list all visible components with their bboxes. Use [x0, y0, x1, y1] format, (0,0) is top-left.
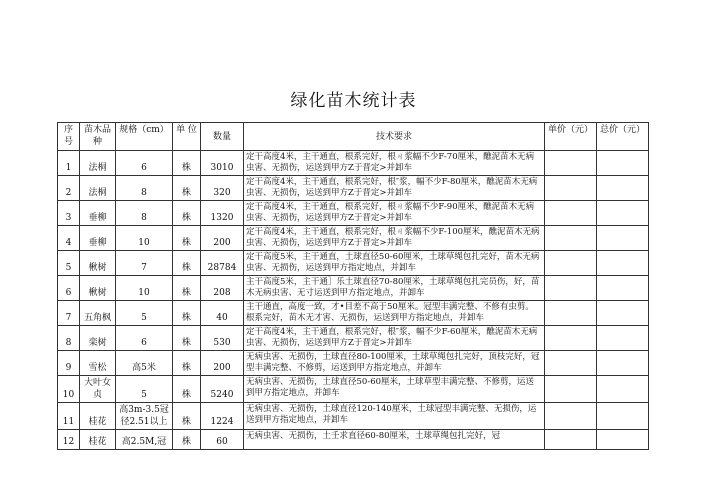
cell-tech: 无病虫害、无损伤，土球直径120-140厘米，土球冠型丰满完整、无损伤，运送到甲方指定地点，并卸车: [244, 403, 545, 430]
header-qty: 数量: [201, 123, 244, 151]
table-row: [58, 226, 649, 251]
cell-name: 桂花: [80, 430, 116, 450]
cell-price: [545, 201, 597, 226]
cell-total: [597, 176, 649, 201]
table-row: [58, 403, 649, 430]
cell-tech: 定干高度4米，主干通直，根系完好，根ㄐ浆幅不少F-90厘米，醮泥苗木无病虫害、无损伤，运送到甲方Z于晋定>并卸车: [244, 201, 545, 226]
cell-seq: 10: [58, 376, 80, 403]
table-row: [58, 276, 649, 301]
cell-spec: 10: [116, 226, 173, 251]
table-row: [58, 176, 649, 201]
cell-total: [597, 201, 649, 226]
cell-price: [545, 403, 597, 430]
table-row: [58, 430, 649, 450]
cell-unit: 株: [173, 351, 201, 376]
cell-name: 垂柳: [80, 201, 116, 226]
cell-total: [597, 326, 649, 351]
cell-price: [545, 351, 597, 376]
cell-name: 法桐: [80, 176, 116, 201]
cell-name: 桂花: [80, 403, 116, 430]
cell-tech: 定干高度4米，主干通直，根系完好，根ㄐ浆幅不少F-70厘米，醮泥苗木无病虫害、无损伤，运送到甲方Z于晋定>并卸车: [244, 151, 545, 176]
table-row: [58, 376, 649, 403]
cell-name: 大叶女贞: [80, 376, 116, 403]
header-spec: 规格（cm）: [116, 123, 173, 151]
cell-tech: 定干高度5米，主干通直，土球直径50-60厘米，土球草绳包扎完好，苗木无病虫害、无损伤，运送到甲方指定地点，并卸车: [244, 251, 545, 276]
cell-seq: 12: [58, 430, 80, 450]
cell-total: [597, 226, 649, 251]
cell-unit: 株: [173, 226, 201, 251]
cell-unit: 株: [173, 301, 201, 326]
cell-tech: 定干高度4米，主干通直，根系完好，根″浆，幅不少F-80厘米，醮泥苗木无病虫害、无损伤，运送到甲方Z于晋定>并卸车: [244, 176, 545, 201]
table-header-row: [58, 123, 649, 151]
cell-spec: 高2.5M,冠: [116, 430, 173, 450]
cell-qty: 40: [201, 301, 244, 326]
cell-name: 楸树: [80, 251, 116, 276]
cell-seq: 7: [58, 301, 80, 326]
header-tech: 技术要求: [244, 123, 545, 151]
table-row: [58, 301, 649, 326]
cell-price: [545, 430, 597, 450]
cell-price: [545, 376, 597, 403]
cell-price: [545, 276, 597, 301]
cell-seq: 11: [58, 403, 80, 430]
cell-spec: 8: [116, 176, 173, 201]
cell-name: 雪松: [80, 351, 116, 376]
table-row: [58, 251, 649, 276]
cell-price: [545, 151, 597, 176]
cell-spec: 10: [116, 276, 173, 301]
cell-total: [597, 301, 649, 326]
cell-total: [597, 151, 649, 176]
cell-seq: 9: [58, 351, 80, 376]
cell-qty: 1320: [201, 201, 244, 226]
cell-unit: 株: [173, 276, 201, 301]
cell-tech: 主干高度5米，主干通］乐土球直径70-80厘米，土球草绳包扎完员伤，好，苗木无病虫害、无寸运送到甲方指定地点，并卸车: [244, 276, 545, 301]
cell-spec: 7: [116, 251, 173, 276]
cell-tech: 无病虫害、无损伤，土球直径50-60厘米，土球草型丰满完整、不修剪，运送到甲方指定地点，并卸车: [244, 376, 545, 403]
cell-tech: 定干高度4米，主干通直，根系完好，根″浆，幅不少F-60厘米，醮泥苗木无病虫害、无损伤，运送到甲方Z于晋定>并卸车: [244, 326, 545, 351]
header-unit: 单 位: [173, 123, 201, 151]
cell-unit: 株: [173, 326, 201, 351]
cell-spec: 5: [116, 376, 173, 403]
cell-qty: 208: [201, 276, 244, 301]
cell-unit: 株: [173, 251, 201, 276]
cell-total: [597, 376, 649, 403]
cell-qty: 5240: [201, 376, 244, 403]
cell-total: [597, 276, 649, 301]
cell-qty: 200: [201, 226, 244, 251]
table-row: [58, 326, 649, 351]
cell-tech: 无病虫害、无损伤，土壬求直径60-80厘米，土球草绳包扎完好，冠: [244, 430, 545, 450]
cell-unit: 株: [173, 376, 201, 403]
cell-seq: 6: [58, 276, 80, 301]
cell-price: [545, 251, 597, 276]
cell-name: 栾树: [80, 326, 116, 351]
header-price: 单价（元）: [545, 123, 597, 151]
cell-total: [597, 251, 649, 276]
cell-spec: 高3m-3.5冠径2.51以上: [116, 403, 173, 430]
cell-seq: 2: [58, 176, 80, 201]
header-total: 总价（元）: [597, 123, 649, 151]
cell-qty: 60: [201, 430, 244, 450]
cell-unit: 株: [173, 403, 201, 430]
cell-spec: 5: [116, 301, 173, 326]
table-row: [58, 351, 649, 376]
cell-total: [597, 403, 649, 430]
cell-spec: 高5米: [116, 351, 173, 376]
cell-price: [545, 326, 597, 351]
cell-qty: 530: [201, 326, 244, 351]
seedling-table: [57, 122, 649, 450]
cell-qty: 320: [201, 176, 244, 201]
cell-price: [545, 226, 597, 251]
header-seq: 序号: [58, 123, 80, 151]
cell-price: [545, 176, 597, 201]
cell-unit: 株: [173, 176, 201, 201]
cell-name: 五角枫: [80, 301, 116, 326]
table-row: [58, 151, 649, 176]
cell-price: [545, 301, 597, 326]
cell-qty: 28784: [201, 251, 244, 276]
cell-total: [597, 430, 649, 450]
cell-qty: 1224: [201, 403, 244, 430]
cell-unit: 株: [173, 201, 201, 226]
cell-unit: 株: [173, 151, 201, 176]
cell-tech: 定干高度4米，主干通直，根系完好，根ㄐ浆幅不少F-100厘米，醮泥苗木无病虫害、无损伤，运送到甲方Z于晋定>并卸车: [244, 226, 545, 251]
cell-seq: 5: [58, 251, 80, 276]
cell-unit: 株: [173, 430, 201, 450]
cell-spec: 6: [116, 326, 173, 351]
cell-qty: 200: [201, 351, 244, 376]
cell-name: 垂柳: [80, 226, 116, 251]
cell-total: [597, 351, 649, 376]
cell-tech: 无病虫害、无损伤，土球直径80-100厘米，土球草绳包扎完好，顶枝完好，冠型丰满完整、不修剪，运送到甲方指定地点，并卸车: [244, 351, 545, 376]
cell-qty: 3010: [201, 151, 244, 176]
cell-seq: 8: [58, 326, 80, 351]
cell-name: 楸树: [80, 276, 116, 301]
cell-spec: 8: [116, 201, 173, 226]
table-row: [58, 201, 649, 226]
cell-tech: 主干通直，高度一致，才•目差不高于50厘米。冠型丰满完整、不修有虫剪。根系完好，苗木无才害、无损伤，运送到甲方指定地点，并卸车: [244, 301, 545, 326]
cell-name: 法桐: [80, 151, 116, 176]
cell-seq: 1: [58, 151, 80, 176]
cell-seq: 3: [58, 201, 80, 226]
header-name: 苗木品种: [80, 123, 116, 151]
document-title: 绿化苗木统计表: [290, 91, 417, 111]
cell-seq: 4: [58, 226, 80, 251]
cell-spec: 6: [116, 151, 173, 176]
